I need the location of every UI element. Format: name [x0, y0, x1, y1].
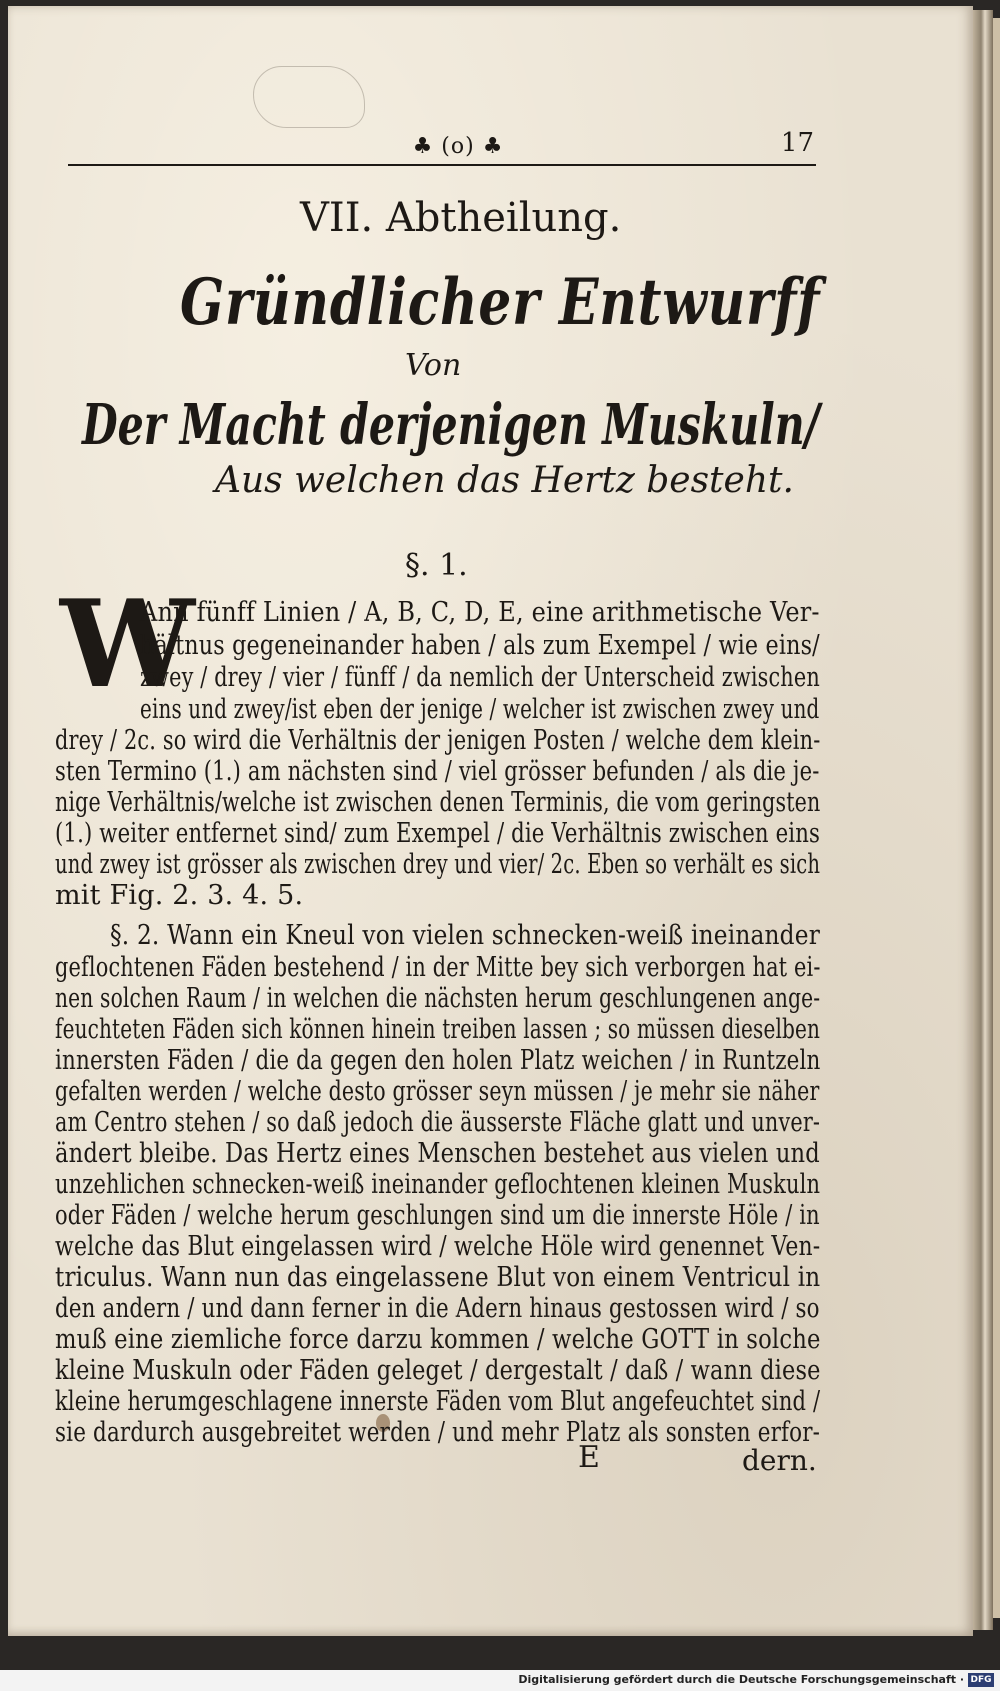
catchword: dern.	[742, 1444, 817, 1477]
signature-mark: E	[578, 1440, 600, 1475]
text-line: geflochtenen Fäden bestehend / in der Mitte bey sich verborgen hat ei-	[55, 952, 821, 983]
text-line: triculus. Wann nun das eingelassene Blut von einem Ventricul in	[55, 1262, 821, 1293]
text-line: sie dardurch ausgebreitet werden / und mehr Platz als sonsten erfor-	[55, 1417, 821, 1448]
footer-bar	[0, 1670, 1000, 1691]
drop-capital: W	[60, 574, 195, 715]
title-part: VII. Abtheilung.	[300, 195, 622, 241]
header-rule	[68, 164, 816, 166]
text-line: oder Fäden / welche herum geschlungen sind um die innerste Höle / in	[55, 1200, 820, 1231]
text-line: und zwey ist grösser als zwischen drey und vier/ 2c. Eben so verhält es sich	[55, 849, 821, 880]
pencil-mark	[253, 66, 365, 128]
text-line: kleine Muskuln oder Fäden geleget / dergestalt / daß / wann diese	[55, 1355, 821, 1386]
text-line: nen solchen Raum / in welchen die nächsten herum geschlungenen ange-	[55, 983, 821, 1014]
text-line: hältnus gegeneinander haben / als zum Exempel / wie eins/	[140, 630, 820, 661]
title-subtitle: Aus welchen das Hertz besteht.	[215, 460, 794, 501]
text-line: mit Fig. 2. 3. 4. 5.	[55, 880, 304, 911]
title-subject: Der Macht derjenigen Muskuln/	[82, 392, 820, 458]
digitization-credit: Digitalisierung gefördert durch die Deutsche Forschungsgemeinschaft ·	[518, 1673, 964, 1686]
text-line: kleine herumgeschlagene innerste Fäden vom Blut angefeuchtet sind /	[55, 1386, 821, 1417]
page-edge-outer	[993, 18, 1000, 1618]
text-line: innersten Fäden / die da gegen den holen Platz weichen / in Runtzeln	[55, 1045, 821, 1076]
running-header	[68, 128, 816, 168]
text-line: welche das Blut eingelassen wird / welche Höle wird genennet Ven-	[55, 1231, 821, 1262]
text-line: ändert bleibe. Das Hertz eines Menschen bestehet aus vielen und	[55, 1138, 820, 1169]
text-line: zwey / drey / vier / fünff / da nemlich der Unterscheid zwischen	[140, 662, 820, 693]
page-edge	[973, 10, 993, 1630]
text-line: unzehlichen schnecken-weiß ineinander geflochtenen kleinen Muskuln	[55, 1169, 821, 1200]
text-line: am Centro stehen / so daß jedoch die äusserste Fläche glatt und unver-	[55, 1107, 821, 1138]
title-main: Gründlicher Entwurff	[180, 265, 821, 340]
dfg-logo: DFG	[968, 1673, 994, 1687]
text-line: nige Verhältnis/welche ist zwischen denen Terminis, die vom geringsten	[55, 787, 821, 818]
page-number: 17	[780, 128, 814, 158]
text-line: sten Termino (1.) am nächsten sind / viel grösser befunden / als die je-	[55, 756, 820, 787]
header-ornament: ♣ (o) ♣	[412, 134, 504, 159]
text-line: (1.) weiter entfernet sind/ zum Exempel / die Verhältnis zwischen eins	[55, 818, 821, 849]
text-line: §. 2. Wann ein Kneul von vielen schnecken-weiß ineinander	[110, 920, 821, 951]
text-line: gefalten werden / welche desto grösser seyn müssen / je mehr sie näher	[55, 1076, 820, 1107]
text-line: den andern / und dann ferner in die Adern hinaus gestossen wird / so	[55, 1293, 820, 1324]
text-line: drey / 2c. so wird die Verhältnis der jenigen Posten / welche dem klein-	[55, 725, 821, 756]
text-line: Ann fünff Linien / A, B, C, D, E, eine arithmetische Ver-	[140, 597, 820, 628]
text-line: feuchteten Fäden sich können hinein treiben lassen ; so müssen dieselben	[55, 1014, 821, 1045]
text-line: eins und zwey/ist eben der jenige / welcher ist zwischen zwey und	[140, 694, 820, 725]
title-von: Von	[405, 348, 462, 383]
section-heading: §. 1.	[405, 548, 468, 583]
text-line: muß eine ziemliche force darzu kommen / welche GOTT in solche	[55, 1324, 821, 1355]
